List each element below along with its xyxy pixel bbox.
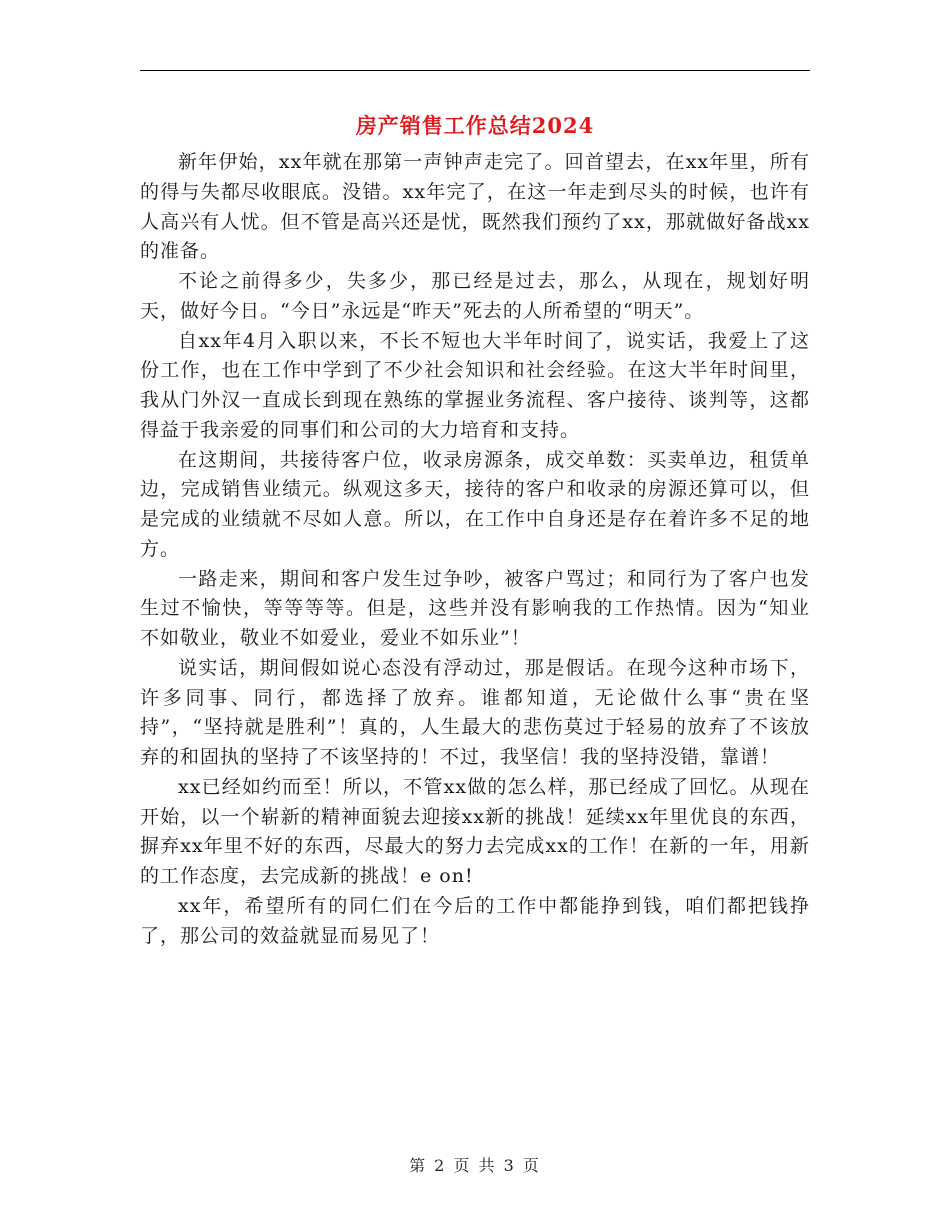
- paragraph-7: xx已经如约而至！所以，不管xx做的怎么样，那已经成了回忆。从现在开始，以一个崭新的精神面貌去迎接xx新的挑战！延续xx年里优良的东西，摒弃xx年里不好的东西，尽最大的努力去完成xx的工作！在新的一年，用新的工作态度，去完成新的挑战！e on!: [140, 775, 810, 887]
- paragraph-3: 自xx年4月入职以来，不长不短也大半年时间了，说实话，我爱上了这份工作，也在工作中学到了不少社会知识和社会经验。在这大半年时间里，我从门外汉一直成长到现在熟练的掌握业务流程、客户接待、谈判等，这都得益于我亲爱的同事们和公司的大力培育和支持。: [140, 329, 810, 441]
- paragraph-5: 一路走来，期间和客户发生过争吵，被客户骂过；和同行为了客户也发生过不愉快，等等等等。但是，这些并没有影响我的工作热情。因为“知业不如敬业，敬业不如爱业，爱业不如乐业”！: [140, 567, 810, 649]
- paragraph-8: xx年，希望所有的同仁们在今后的工作中都能挣到钱，咱们都把钱挣了，那公司的效益就显而易见了！: [140, 894, 810, 947]
- header-rule: [140, 70, 810, 71]
- document-body: [140, 148, 810, 951]
- paragraph-1: 新年伊始，xx年就在那第一声钟声走完了。回首望去，在xx年里，所有的得与失都尽收眼底。没错。xx年完了，在这一年走到尽头的时候，也许有人高兴有人忧。但不管是高兴还是忧，既然我们预约了xx，那就做好备战xx的准备。: [140, 151, 810, 263]
- document-title: 房产销售工作总结2024: [355, 113, 595, 138]
- paragraph-6: 说实话，期间假如说心态没有浮动过，那是假话。在现今这种市场下，许多同事、同行，都选择了放弃。谁都知道，无论做什么事“贵在坚持”，“坚持就是胜利”！真的，人生最大的悲伤莫过于轻易的放弃了不该放弃的和固执的坚持了不该坚持的！不过，我坚信！我的坚持没错，靠谱！: [140, 656, 810, 768]
- page-number: 第 2 页 共 3 页: [409, 1156, 541, 1175]
- paragraph-4: 在这期间，共接待客户位，收录房源条，成交单数：买卖单边，租赁单边，完成销售业绩元。纵观这多天，接待的客户和收录的房源还算可以，但是完成的业绩就不尽如人意。所以，在工作中自身还是存在着许多不足的地方。: [140, 448, 810, 560]
- paragraph-2: 不论之前得多少，失多少，那已经是过去，那么，从现在，规划好明天，做好今日。“今日”永远是“昨天”死去的人所希望的“明天”。: [140, 270, 810, 322]
